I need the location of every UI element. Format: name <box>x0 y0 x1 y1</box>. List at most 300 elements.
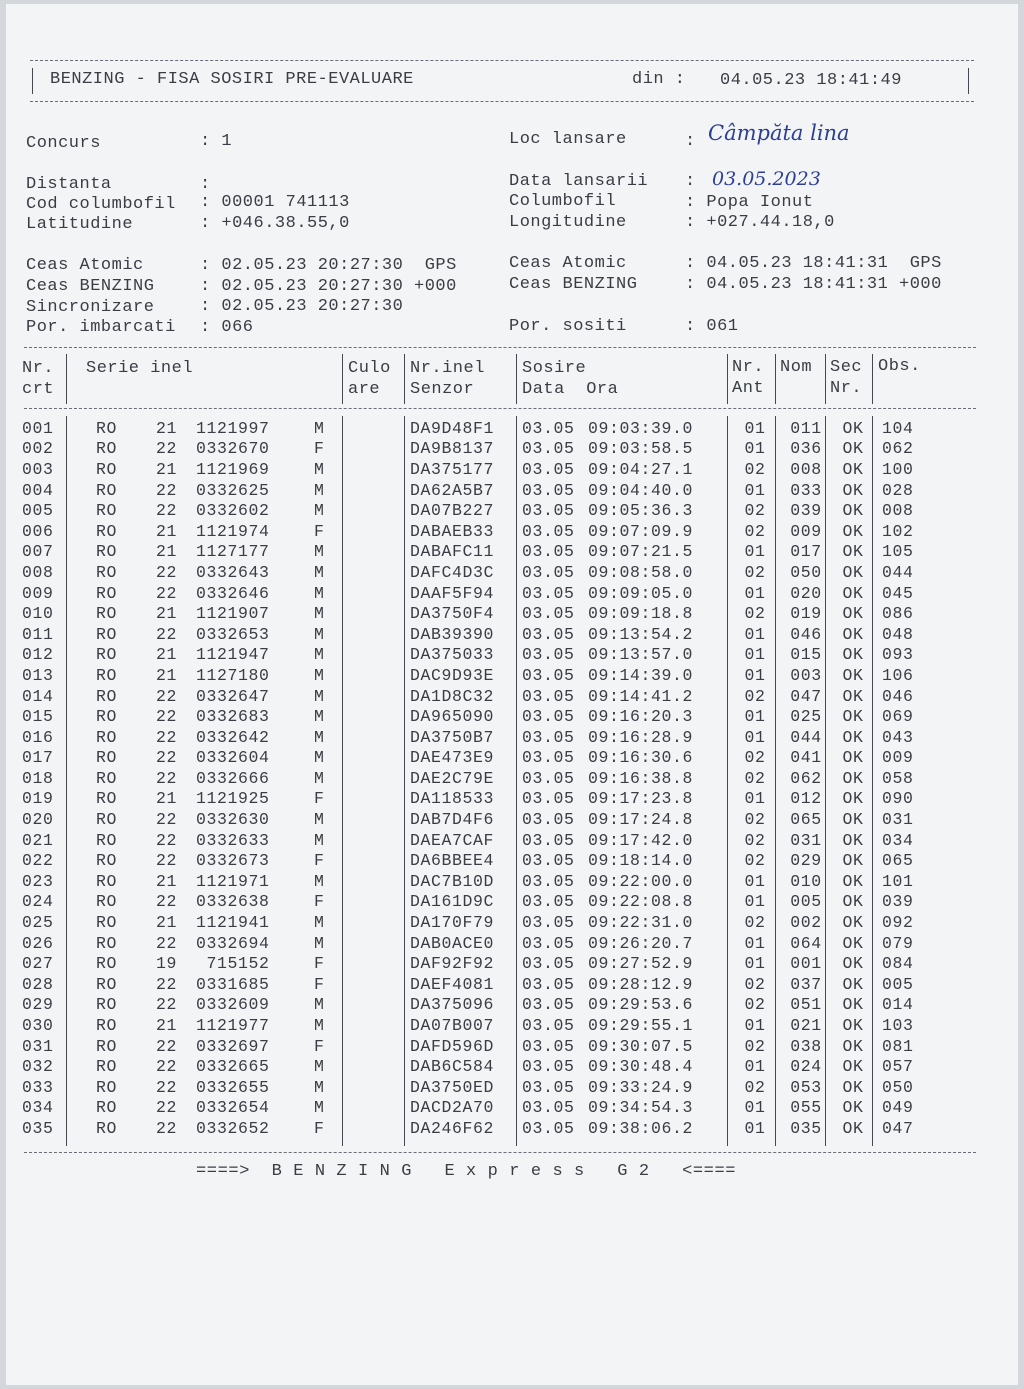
sensor-ring: DACD2A70 <box>410 1098 495 1118</box>
ring-year: 21 <box>156 418 178 438</box>
sec-status: OK <box>842 1016 864 1036</box>
ring-number: 0332655 <box>196 1077 270 1097</box>
nom: 011 <box>790 418 822 438</box>
culoare <box>344 953 410 974</box>
sec-status: OK <box>842 562 864 582</box>
sec-status: OK <box>842 418 864 438</box>
arrival-date: 03.05 <box>522 583 575 603</box>
arrival-date: 03.05 <box>522 645 575 665</box>
sex: F <box>314 1036 325 1056</box>
obs: 057 <box>882 1057 914 1077</box>
ring-year: 21 <box>156 913 178 933</box>
arrival-time: 09:09:18.8 <box>588 604 694 624</box>
ring-number: 1121974 <box>196 521 270 541</box>
sensor-ring: DA170F79 <box>410 913 495 933</box>
ring-number: 0332665 <box>196 1057 270 1077</box>
arrival-time: 09:22:31.0 <box>588 913 694 933</box>
obs: 039 <box>882 892 914 912</box>
table-row <box>22 686 942 707</box>
antenna-nr: 01 <box>744 418 766 438</box>
obs: 045 <box>882 583 914 603</box>
arrival-time: 09:17:42.0 <box>588 830 694 850</box>
obs: 050 <box>882 1077 914 1097</box>
ring-country: RO <box>96 501 118 521</box>
antenna-nr: 02 <box>744 604 766 624</box>
sensor-ring: DAF92F92 <box>410 954 495 974</box>
table-row <box>22 789 942 810</box>
ring-number: 0332643 <box>196 562 270 582</box>
sex: M <box>314 768 325 788</box>
sensor-ring: DA1D8C32 <box>410 686 495 706</box>
arrival-date: 03.05 <box>522 480 575 500</box>
sensor-ring: DA965090 <box>410 707 495 727</box>
obs: 034 <box>882 830 914 850</box>
arrival-time: 09:13:54.2 <box>588 624 694 644</box>
culoare <box>344 459 410 480</box>
ring-year: 22 <box>156 727 178 747</box>
obs: 081 <box>882 1036 914 1056</box>
sex: F <box>314 851 325 871</box>
header-sep <box>872 354 873 404</box>
col-ant-line1: Nr. <box>732 358 765 377</box>
col-sosire-line2: Data Ora <box>522 380 619 399</box>
sex: M <box>314 501 325 521</box>
nom: 037 <box>790 974 822 994</box>
antenna-nr: 02 <box>744 459 766 479</box>
sex: F <box>314 1118 325 1138</box>
sec-status: OK <box>842 871 864 891</box>
table-row <box>22 1015 942 1036</box>
culoare <box>344 933 410 954</box>
sex: M <box>314 1077 325 1097</box>
nom: 055 <box>790 1098 822 1118</box>
obs: 065 <box>882 851 914 871</box>
antenna-nr: 02 <box>744 521 766 541</box>
antenna-nr: 02 <box>744 995 766 1015</box>
arrival-date: 03.05 <box>522 1036 575 1056</box>
footer-brand: ====> B E N Z I N G E x p r e s s G 2 <==== <box>196 1162 737 1181</box>
ring-year: 21 <box>156 789 178 809</box>
sex: M <box>314 562 325 582</box>
concurs-label: Concurs <box>26 134 101 153</box>
arrival-date: 03.05 <box>522 562 575 582</box>
sec-status: OK <box>842 604 864 624</box>
imbarcati-label: Por. imbarcati <box>26 318 176 337</box>
table-row <box>22 830 942 851</box>
table-row <box>22 1098 942 1119</box>
antenna-nr: 02 <box>744 851 766 871</box>
sositi-label: Por. sositi <box>509 317 627 336</box>
antenna-nr: 01 <box>744 624 766 644</box>
culoare <box>344 624 410 645</box>
antenna-nr: 02 <box>744 913 766 933</box>
ring-country: RO <box>96 645 118 665</box>
antenna-nr: 02 <box>744 974 766 994</box>
arrival-date: 03.05 <box>522 851 575 871</box>
ring-country: RO <box>96 954 118 974</box>
ceas-atomic-2-value: : 04.05.23 18:41:31 GPS <box>685 254 942 273</box>
row-number: 005 <box>22 501 54 521</box>
ring-number: 0332642 <box>196 727 270 747</box>
row-number: 020 <box>22 810 54 830</box>
col-culoare-line2: are <box>348 380 381 399</box>
columbofil-label: Columbofil <box>509 192 617 211</box>
sex: M <box>314 830 325 850</box>
arrival-date: 03.05 <box>522 501 575 521</box>
ring-number: 1121997 <box>196 418 270 438</box>
table-row <box>22 1056 942 1077</box>
ring-year: 22 <box>156 851 178 871</box>
data-lansarii-label: Data lansarii <box>509 172 649 191</box>
culoare <box>344 583 410 604</box>
sec-status: OK <box>842 830 864 850</box>
header-sep <box>404 354 405 404</box>
ring-country: RO <box>96 871 118 891</box>
sensor-ring: DAFC4D3C <box>410 562 495 582</box>
arrival-time: 09:38:06.2 <box>588 1118 694 1138</box>
sex: F <box>314 439 325 459</box>
ceas-atomic-label: Ceas Atomic <box>26 256 144 275</box>
culoare <box>344 1015 410 1036</box>
arrival-time: 09:14:39.0 <box>588 665 694 685</box>
arrivals-table <box>22 418 942 1139</box>
table-row <box>22 809 942 830</box>
sex: M <box>314 665 325 685</box>
imbarcati-value: : 066 <box>200 318 254 337</box>
ring-country: RO <box>96 562 118 582</box>
row-number: 022 <box>22 851 54 871</box>
arrival-date: 03.05 <box>522 604 575 624</box>
ring-year: 21 <box>156 521 178 541</box>
nom: 009 <box>790 521 822 541</box>
arrival-date: 03.05 <box>522 954 575 974</box>
antenna-nr: 01 <box>744 1057 766 1077</box>
sec-status: OK <box>842 851 864 871</box>
ring-country: RO <box>96 542 118 562</box>
sec-status: OK <box>842 542 864 562</box>
culoare <box>344 603 410 624</box>
antenna-nr: 01 <box>744 583 766 603</box>
sex: M <box>314 1016 325 1036</box>
arrival-time: 09:16:20.3 <box>588 707 694 727</box>
row-number: 010 <box>22 604 54 624</box>
col-nrinel-line2: Senzor <box>410 380 475 399</box>
table-row <box>22 1118 942 1139</box>
sec-status: OK <box>842 521 864 541</box>
loc-lansare-handwritten: Câmpăta lina <box>708 121 850 145</box>
sec-status: OK <box>842 583 864 603</box>
ring-number: 0332630 <box>196 810 270 830</box>
arrival-date: 03.05 <box>522 810 575 830</box>
arrival-time: 09:14:41.2 <box>588 686 694 706</box>
obs: 044 <box>882 562 914 582</box>
sec-status: OK <box>842 727 864 747</box>
row-number: 026 <box>22 933 54 953</box>
antenna-nr: 02 <box>744 1036 766 1056</box>
ring-number: 1121925 <box>196 789 270 809</box>
report-timestamp: 04.05.23 18:41:49 <box>720 71 902 90</box>
ring-year: 22 <box>156 707 178 727</box>
sec-status: OK <box>842 892 864 912</box>
table-row <box>22 418 942 439</box>
nom: 033 <box>790 480 822 500</box>
col-ant-line2: Ant <box>732 379 765 398</box>
antenna-nr: 01 <box>744 789 766 809</box>
row-number: 023 <box>22 871 54 891</box>
ring-year: 21 <box>156 459 178 479</box>
culoare <box>344 645 410 666</box>
sensor-ring: DA375096 <box>410 995 495 1015</box>
ring-year: 22 <box>156 439 178 459</box>
ring-country: RO <box>96 1036 118 1056</box>
obs: 069 <box>882 707 914 727</box>
table-row <box>22 645 942 666</box>
header-sep <box>66 354 67 404</box>
sec-status: OK <box>842 624 864 644</box>
sensor-ring: DA375033 <box>410 645 495 665</box>
ring-country: RO <box>96 810 118 830</box>
table-row <box>22 1036 942 1057</box>
table-row <box>22 912 942 933</box>
ring-country: RO <box>96 480 118 500</box>
table-row <box>22 706 942 727</box>
longitudine-value: : +027.44.18,0 <box>685 213 835 232</box>
report-din-label: din : <box>632 70 686 89</box>
ring-number: 0332609 <box>196 995 270 1015</box>
sex: M <box>314 1098 325 1118</box>
row-number: 001 <box>22 418 54 438</box>
ring-year: 22 <box>156 1057 178 1077</box>
nom: 031 <box>790 830 822 850</box>
nom: 065 <box>790 810 822 830</box>
ring-year: 19 <box>156 954 178 974</box>
col-culoare-line1: Culo <box>348 359 391 378</box>
nom: 035 <box>790 1118 822 1138</box>
ring-number: 1127180 <box>196 665 270 685</box>
arrival-date: 03.05 <box>522 665 575 685</box>
sec-status: OK <box>842 645 864 665</box>
table-row <box>22 892 942 913</box>
nom: 036 <box>790 439 822 459</box>
antenna-nr: 02 <box>744 562 766 582</box>
nom: 010 <box>790 871 822 891</box>
ring-country: RO <box>96 418 118 438</box>
sex: M <box>314 748 325 768</box>
ring-number: 0332694 <box>196 933 270 953</box>
culoare <box>344 871 410 892</box>
sensor-ring: DAAF5F94 <box>410 583 495 603</box>
sex: M <box>314 583 325 603</box>
arrival-time: 09:30:07.5 <box>588 1036 694 1056</box>
sensor-ring: DA62A5B7 <box>410 480 495 500</box>
arrival-time: 09:22:08.8 <box>588 892 694 912</box>
obs: 031 <box>882 810 914 830</box>
nom: 025 <box>790 707 822 727</box>
nom: 038 <box>790 1036 822 1056</box>
sensor-ring: DA246F62 <box>410 1118 495 1138</box>
header-sep <box>516 354 517 404</box>
report-title: BENZING - FISA SOSIRI PRE-EVALUARE <box>50 70 414 89</box>
obs: 048 <box>882 624 914 644</box>
col-nr-line2: crt <box>22 380 55 399</box>
col-nrinel-line1: Nr.inel <box>410 359 485 378</box>
sex: M <box>314 686 325 706</box>
sec-status: OK <box>842 995 864 1015</box>
obs: 086 <box>882 604 914 624</box>
sensor-ring: DABAFC11 <box>410 542 495 562</box>
table-row <box>22 603 942 624</box>
sec-status: OK <box>842 1057 864 1077</box>
sec-status: OK <box>842 768 864 788</box>
ring-year: 22 <box>156 1118 178 1138</box>
header-sep <box>342 354 343 404</box>
antenna-nr: 02 <box>744 748 766 768</box>
loc-lansare-separator: : <box>685 132 696 151</box>
concurs-value: : 1 <box>200 132 233 151</box>
row-number: 035 <box>22 1118 54 1138</box>
sex: M <box>314 727 325 747</box>
arrival-date: 03.05 <box>522 995 575 1015</box>
arrival-time: 09:22:00.0 <box>588 871 694 891</box>
obs: 009 <box>882 748 914 768</box>
title-box-bottom-rule <box>30 101 974 102</box>
sec-status: OK <box>842 439 864 459</box>
sec-status: OK <box>842 1036 864 1056</box>
ring-country: RO <box>96 1016 118 1036</box>
ring-country: RO <box>96 521 118 541</box>
obs: 105 <box>882 542 914 562</box>
obs: 106 <box>882 665 914 685</box>
antenna-nr: 02 <box>744 686 766 706</box>
ring-number: 1121971 <box>196 871 270 891</box>
sensor-ring: DAFD596D <box>410 1036 495 1056</box>
header-sep <box>825 354 826 404</box>
nom: 047 <box>790 686 822 706</box>
antenna-nr: 01 <box>744 892 766 912</box>
arrival-time: 09:09:05.0 <box>588 583 694 603</box>
arrival-time: 09:26:20.7 <box>588 933 694 953</box>
ring-number: 0332697 <box>196 1036 270 1056</box>
sex: M <box>314 810 325 830</box>
ring-country: RO <box>96 933 118 953</box>
sensor-ring: DA07B007 <box>410 1016 495 1036</box>
nom: 024 <box>790 1057 822 1077</box>
ring-year: 22 <box>156 892 178 912</box>
header-sep <box>727 354 728 404</box>
sensor-ring: DAE473E9 <box>410 748 495 768</box>
row-number: 004 <box>22 480 54 500</box>
sex: F <box>314 789 325 809</box>
arrival-date: 03.05 <box>522 1077 575 1097</box>
obs: 101 <box>882 871 914 891</box>
table-row <box>22 439 942 460</box>
ring-number: 0332683 <box>196 707 270 727</box>
table-row <box>22 624 942 645</box>
sensor-ring: DA9D48F1 <box>410 418 495 438</box>
antenna-nr: 02 <box>744 830 766 850</box>
arrival-time: 09:04:40.0 <box>588 480 694 500</box>
arrival-date: 03.05 <box>522 686 575 706</box>
nom: 005 <box>790 892 822 912</box>
nom: 053 <box>790 1077 822 1097</box>
obs: 092 <box>882 913 914 933</box>
table-bottom-rule <box>24 1152 976 1153</box>
antenna-nr: 01 <box>744 542 766 562</box>
title-box-right-bar <box>968 68 969 94</box>
arrival-time: 09:33:24.9 <box>588 1077 694 1097</box>
sensor-ring: DAE2C79E <box>410 768 495 788</box>
sensor-ring: DABAEB33 <box>410 521 495 541</box>
sensor-ring: DAC7B10D <box>410 871 495 891</box>
ring-year: 21 <box>156 604 178 624</box>
ring-year: 22 <box>156 830 178 850</box>
table-row <box>22 1077 942 1098</box>
culoare <box>344 521 410 542</box>
ring-number: 0332638 <box>196 892 270 912</box>
sensor-ring: DA3750ED <box>410 1077 495 1097</box>
arrival-date: 03.05 <box>522 439 575 459</box>
sensor-ring: DA118533 <box>410 789 495 809</box>
sec-status: OK <box>842 913 864 933</box>
table-row <box>22 665 942 686</box>
culoare <box>344 1036 410 1057</box>
arrival-date: 03.05 <box>522 707 575 727</box>
obs: 058 <box>882 768 914 788</box>
table-row <box>22 583 942 604</box>
arrival-date: 03.05 <box>522 418 575 438</box>
obs: 005 <box>882 974 914 994</box>
row-number: 033 <box>22 1077 54 1097</box>
ring-country: RO <box>96 604 118 624</box>
sex: M <box>314 418 325 438</box>
ring-number: 0331685 <box>196 974 270 994</box>
ring-year: 22 <box>156 1077 178 1097</box>
row-number: 002 <box>22 439 54 459</box>
header-bottom-rule <box>24 408 976 409</box>
ring-year: 22 <box>156 810 178 830</box>
ring-year: 22 <box>156 974 178 994</box>
ring-country: RO <box>96 583 118 603</box>
sensor-ring: DAB39390 <box>410 624 495 644</box>
culoare <box>344 1118 410 1139</box>
row-number: 017 <box>22 748 54 768</box>
sensor-ring: DA3750B7 <box>410 727 495 747</box>
nom: 064 <box>790 933 822 953</box>
antenna-nr: 02 <box>744 768 766 788</box>
ring-country: RO <box>96 913 118 933</box>
sex: M <box>314 624 325 644</box>
arrival-time: 09:08:58.0 <box>588 562 694 582</box>
ring-year: 22 <box>156 480 178 500</box>
row-number: 019 <box>22 789 54 809</box>
culoare <box>344 912 410 933</box>
sec-status: OK <box>842 501 864 521</box>
culoare <box>344 995 410 1016</box>
table-row <box>22 933 942 954</box>
ceas-atomic-value: : 02.05.23 20:27:30 GPS <box>200 256 457 275</box>
ring-number: 0332602 <box>196 501 270 521</box>
row-number: 013 <box>22 665 54 685</box>
nom: 062 <box>790 768 822 788</box>
row-number: 006 <box>22 521 54 541</box>
ring-country: RO <box>96 789 118 809</box>
sex: M <box>314 933 325 953</box>
arrival-time: 09:29:55.1 <box>588 1016 694 1036</box>
arrival-date: 03.05 <box>522 933 575 953</box>
antenna-nr: 01 <box>744 954 766 974</box>
table-row <box>22 953 942 974</box>
arrival-date: 03.05 <box>522 871 575 891</box>
